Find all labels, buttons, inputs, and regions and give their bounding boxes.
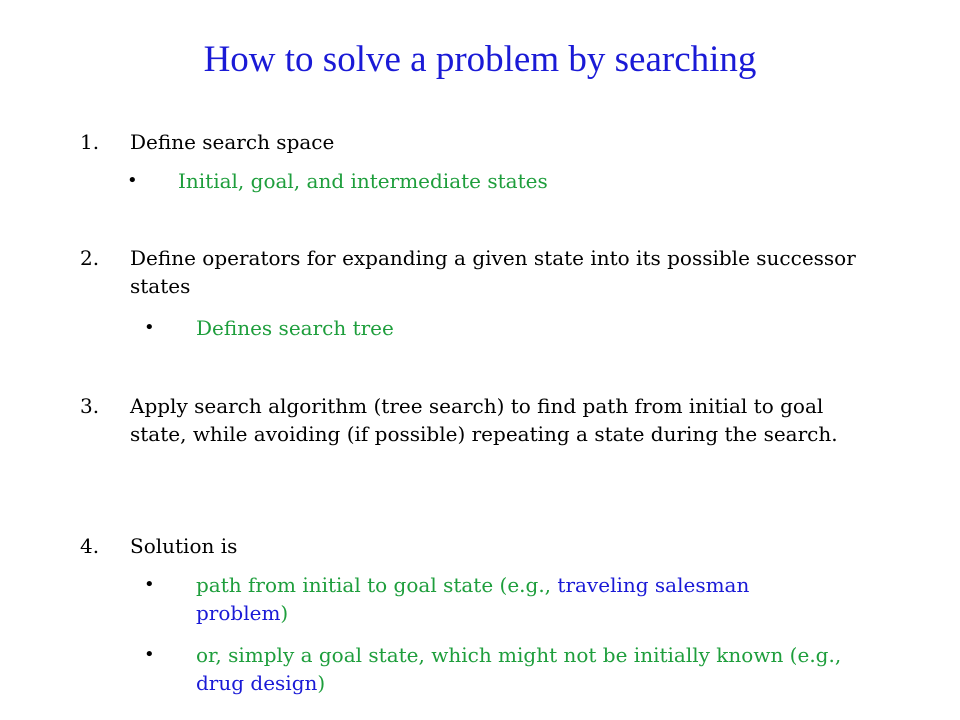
item-4-sub-2-text-before: or, simply a goal state, which might not be initially known (e.g., (196, 643, 842, 667)
item-2-number: 2. (80, 246, 100, 270)
item-1-sub-1-text: Initial, goal, and intermediate states (178, 169, 548, 193)
item-2-sub-1-bullet: • (144, 317, 155, 338)
item-2-sub-1-text: Defines search tree (196, 316, 394, 340)
item-4-sub-1-highlight: traveling salesman problem (196, 573, 750, 625)
item-4-sub-2-highlight: drug design (196, 671, 318, 695)
item-4-number: 4. (80, 534, 100, 558)
item-4-sub-1-text-before: path from initial to goal state (e.g., (196, 573, 558, 597)
item-2-text: Define operators for expanding a given state into its possible successor states (130, 246, 856, 298)
item-4-sub-2-bullet: • (144, 644, 155, 665)
item-4-sub-1-bullet: • (144, 574, 155, 595)
item-4-sub-2-text (196, 641, 846, 697)
item-4-sub-1-text (196, 571, 846, 627)
item-3-number: 3. (80, 394, 100, 418)
item-1-sub-1-bullet: • (127, 170, 138, 191)
item-4-sub-1-text-after: ) (280, 601, 289, 625)
slide-title: How to solve a problem by searching (203, 39, 757, 80)
item-1-text: Define search space (130, 130, 335, 154)
item-3-text: Apply search algorithm (tree search) to find path from initial to goal state, while avoiding (if possible) repeating a state during the search. (130, 394, 838, 446)
item-1-number: 1. (80, 130, 100, 154)
item-4-sub-2-text-after: ) (317, 671, 326, 695)
item-4-text: Solution is (130, 534, 238, 558)
